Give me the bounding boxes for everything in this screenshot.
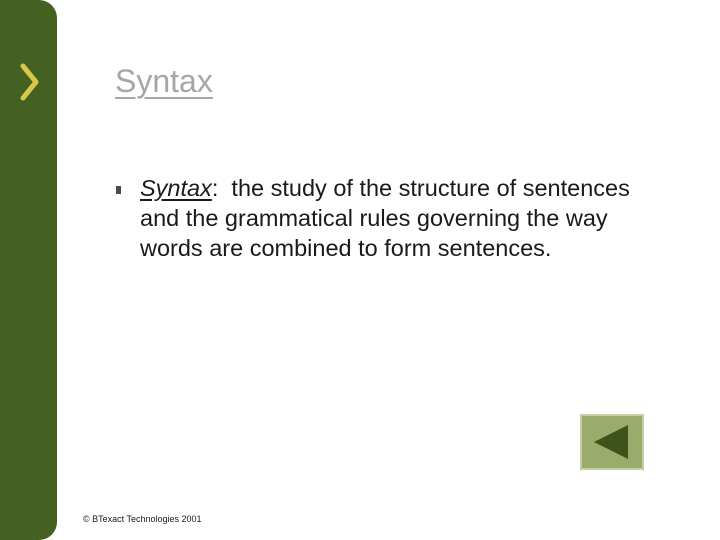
bullet-term: Syntax <box>140 175 212 201</box>
bullet-separator: : <box>211 175 219 201</box>
copyright-footer: © BTexact Technologies 2001 <box>83 514 202 524</box>
bullet-item <box>140 173 660 263</box>
sidebar-bar <box>0 0 57 540</box>
back-button[interactable] <box>580 414 644 470</box>
chevron-right-icon <box>19 62 41 102</box>
triangle-left-icon <box>582 416 642 468</box>
bullet-marker <box>116 186 121 194</box>
slide-title: Syntax <box>115 63 213 99</box>
bullet-definition: the study of the structure of sentences and the grammatical rules governing the way words are combined to form sentences. <box>140 175 637 261</box>
